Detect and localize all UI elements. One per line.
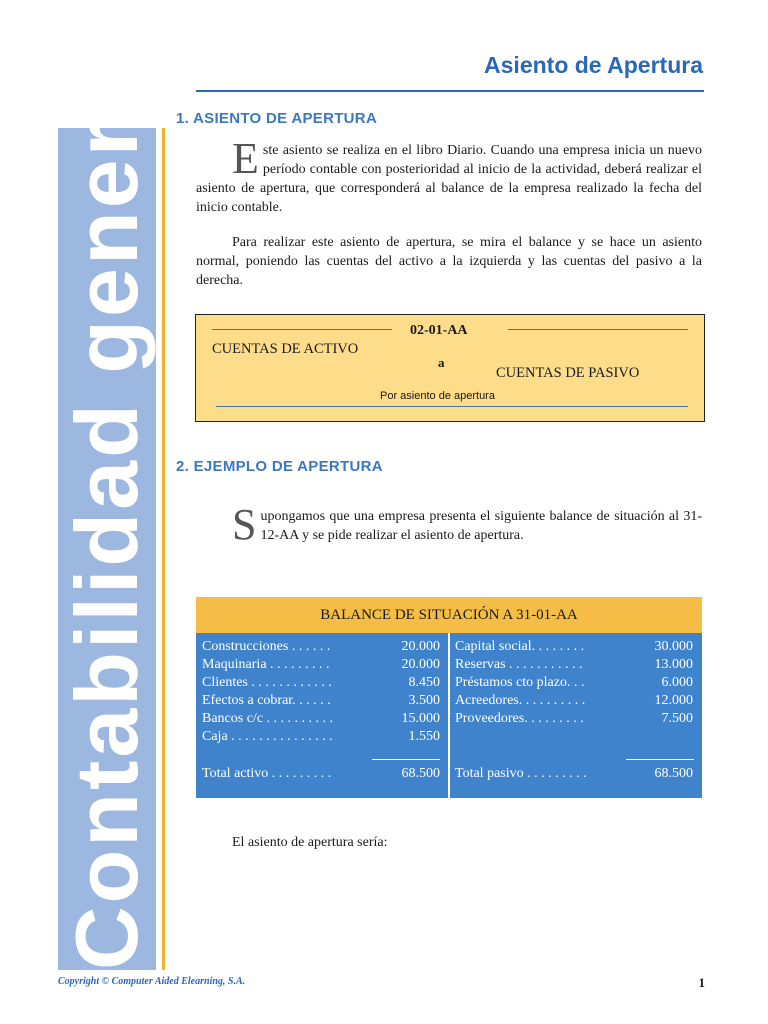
asset-row bbox=[202, 693, 440, 711]
section1-paragraph-2: Para realizar este asiento de apertura, se mira el balance y se hace un asiento normal, poniendo las cuentas del activo a la izquierda y las cuentas del pasivo a la derecha. bbox=[196, 235, 702, 288]
asset-row bbox=[202, 729, 440, 747]
liability-row bbox=[455, 711, 693, 729]
column-divider bbox=[448, 633, 450, 798]
journal-debit-account: CUENTAS DE ACTIVO bbox=[212, 341, 359, 357]
assets-column bbox=[202, 639, 440, 747]
liabilities-total-row bbox=[455, 766, 693, 784]
asset-value: 20.000 bbox=[401, 657, 440, 672]
section-heading-1: 1. ASIENTO DE APERTURA bbox=[176, 110, 378, 127]
side-accent-rule bbox=[162, 128, 165, 970]
liability-value: 13.000 bbox=[654, 657, 693, 672]
journal-note: Por asiento de apertura bbox=[380, 390, 495, 402]
paragraph-text: ste asiento se realiza en el libro Diario. Cuando una empresa inicia un nuevo período contable con posterioridad al inicio de la actividad, deberá realizar el asiento de apertura, que corresponderá al balance de la empresa realizado la fecha del inicio contable. bbox=[196, 143, 702, 215]
asset-value: 1.550 bbox=[408, 729, 440, 744]
balance-title: BALANCE DE SITUACIÓN A 31-01-AA bbox=[196, 597, 702, 633]
asset-value: 15.000 bbox=[401, 711, 440, 726]
asset-value: 8.450 bbox=[408, 675, 440, 690]
liability-row bbox=[455, 657, 693, 675]
paragraph-text: upongamos que una empresa presenta el siguiente balance de situación al 31-12-AA y se pide realizar el asiento de apertura. bbox=[260, 509, 702, 543]
section1-paragraph-1 bbox=[196, 134, 702, 217]
balance-sheet-table bbox=[196, 597, 702, 798]
total-assets-value: 68.500 bbox=[401, 766, 440, 781]
journal-credit-account: CUENTAS DE PASIVO bbox=[496, 365, 640, 381]
liability-value: 6.000 bbox=[661, 675, 693, 690]
asset-row bbox=[202, 711, 440, 729]
liability-value: 30.000 bbox=[654, 639, 693, 654]
liability-row bbox=[455, 639, 693, 657]
liability-label: Reservas . . . . . . . . . . . bbox=[455, 657, 583, 672]
journal-bottom-rule bbox=[216, 406, 688, 407]
asset-label: Maquinaria . . . . . . . . . bbox=[202, 657, 330, 672]
journal-date: 02-01-AA bbox=[410, 323, 468, 338]
journal-connector: a bbox=[438, 355, 445, 370]
total-assets-label: Total activo . . . . . . . . . bbox=[202, 766, 332, 781]
total-liabilities-label: Total pasivo . . . . . . . . . bbox=[455, 766, 587, 781]
page-number: 1 bbox=[698, 975, 705, 990]
journal-rule bbox=[508, 329, 688, 330]
assets-total-rule bbox=[372, 759, 440, 760]
asset-label: Construcciones . . . . . . bbox=[202, 639, 331, 654]
liability-label: Capital social. . . . . . . . bbox=[455, 639, 585, 654]
page-title: Asiento de Apertura bbox=[484, 52, 703, 78]
copyright-notice: Copyright © Computer Aided Elearning, S.A. bbox=[58, 976, 246, 987]
assets-total-row bbox=[202, 766, 440, 784]
section-heading-2: 2. EJEMPLO DE APERTURA bbox=[176, 458, 383, 475]
balance-body bbox=[196, 633, 702, 798]
journal-rule bbox=[212, 329, 392, 330]
liability-label: Préstamos cto plazo. . . bbox=[455, 675, 585, 690]
liability-value: 12.000 bbox=[654, 693, 693, 708]
asset-label: Clientes . . . . . . . . . . . . bbox=[202, 675, 332, 690]
liabilities-column bbox=[455, 639, 693, 729]
liability-value: 7.500 bbox=[661, 711, 693, 726]
side-vertical-label: Contabilidad general bbox=[57, 39, 156, 970]
asset-value: 20.000 bbox=[401, 639, 440, 654]
title-rule bbox=[196, 90, 704, 92]
asset-label: Efectos a cobrar. . . . . . bbox=[202, 693, 331, 708]
asset-row bbox=[202, 675, 440, 693]
journal-entry-box bbox=[195, 314, 705, 422]
section2-paragraph-1 bbox=[196, 500, 702, 549]
dropcap: E bbox=[232, 134, 259, 183]
liabilities-total-rule bbox=[626, 759, 694, 760]
asset-value: 3.500 bbox=[408, 693, 440, 708]
asset-label: Bancos c/c . . . . . . . . . . bbox=[202, 711, 334, 726]
liability-row bbox=[455, 693, 693, 711]
liability-label: Proveedores. . . . . . . . . bbox=[455, 711, 584, 726]
closing-text: El asiento de apertura sería: bbox=[232, 835, 388, 850]
asset-row bbox=[202, 657, 440, 675]
asset-row bbox=[202, 639, 440, 657]
asset-label: Caja . . . . . . . . . . . . . . . bbox=[202, 729, 333, 744]
dropcap: S bbox=[232, 500, 257, 549]
liability-label: Acreedores. . . . . . . . . . bbox=[455, 693, 586, 708]
total-liabilities-value: 68.500 bbox=[654, 766, 693, 781]
liability-row bbox=[455, 675, 693, 693]
